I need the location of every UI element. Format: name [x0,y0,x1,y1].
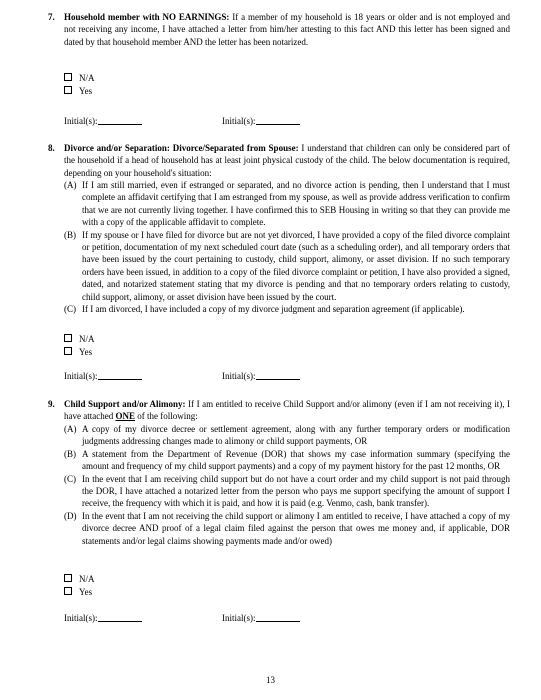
section-8-initial-1[interactable]: Initial(s): [64,370,142,382]
section-7-option-na[interactable]: N/A [64,72,95,84]
section-8-option-na[interactable]: N/A [64,333,95,345]
section-9-emphasis: ONE [115,411,135,422]
section-9-initial-2[interactable]: Initial(s): [222,612,300,624]
section-9-heading: Child Support and/or Alimony: [64,399,186,409]
list-item: (D) In the event that I am not receiving the child support or alimony I am entitled to receive, I have attached a copy of my divorce decree AND proof of a legal claim filed against the person that owes me money and, if applicable, DOR statements and/or legal claims showing payments made and/or owed) [64,510,510,546]
section-8-heading: Divorce and/or Separation: Divorce/Separated from Spouse: [64,143,299,153]
checkbox-icon[interactable] [64,334,72,342]
section-9-option-na[interactable]: N/A [64,573,95,585]
list-item: (A) A copy of my divorce decree or settlement agreement, along with any further temporary orders or modification judgments addressing changes made to alimony or child support payments, OR [64,424,510,447]
checkbox-icon[interactable] [64,574,72,582]
initial-line[interactable] [256,379,300,380]
list-item: (C) In the event that I am receiving child support but do not have a court order and my child support is not paid through the DOR, I have attached a notarized letter from the person who pays me support specifying the amount of support I receive, the frequency with which it is paid, and how it is paid (e.g. Venmo, cash, bank transfer). [64,473,510,509]
section-7-initial-1[interactable]: Initial(s): [64,115,142,127]
section-7-body: If a member of my household is 18 years or older and is not employed and not receiving any income, I have attached a letter from him/her attesting to this fact AND this letter has been signed and dated by that household member AND the letter has been notarized. [64,12,511,47]
section-9-text: Child Support and/or Alimony: If I am entitled to receive Child Support and/or alimony (even if I am not receiving it), I have attached ONE of the following: [64,399,510,422]
section-9-items [64,423,510,547]
section-9-initial-1[interactable]: Initial(s): [64,612,142,624]
section-7-option-yes[interactable]: Yes [64,85,92,97]
initial-line[interactable] [98,379,142,380]
section-8-text [64,142,510,179]
initial-line[interactable] [98,124,142,125]
checkbox-icon[interactable] [64,347,72,355]
section-8-number: 8. [48,143,55,153]
checkbox-icon[interactable] [64,86,72,94]
section-7-heading: Household member with NO EARNINGS: [64,12,230,22]
section-8-option-yes[interactable]: Yes [64,346,92,358]
list-item: (B) A statement from the Department of Revenue (DOR) that shows my case information summary (specifying the amount and frequency of my child support payments) and a copy of my payment history for the past 12 months, OR [64,448,510,472]
section-7-initial-2[interactable]: Initial(s): [222,115,300,127]
section-7-number: 7. [48,12,55,22]
section-9-option-yes[interactable]: Yes [64,586,92,598]
checkbox-icon[interactable] [64,73,72,81]
list-item: (C) If I am divorced, I have included a copy of my divorce judgment and separation agreement (if applicable). [64,304,465,315]
section-9-number: 9. [48,399,55,409]
section-8-items [64,179,510,315]
page-number: 13 [266,675,275,685]
list-item: (A) If I am still married, even if estranged or separated, and no divorce action is pending, then I understand that I must complete an affidavit certifying that I am estranged from my spouse, as well as provide address verification to confirm that we are not currently living together. I have confirmed this to SEB Housing in writing so that they can provide me with a copy of the applicable affidavit to complete. [64,180,510,228]
list-item: (B) If my spouse or I have filed for divorce but are not yet divorced, I have provided a copy of the filed divorce complaint or petition, documentation of my next scheduled court date (such as a scheduling order), and all temporary orders that have been issued by the court pertaining to custody, child support, alimony, or asset division. If no such temporary orders have been issued, in addition to a copy of the filed divorce complaint or petition, I have also provided a signed, dated, and notarized statement stating that my divorce is pending and that no temporary orders relating to custody, child support, alimony, or asset division have been issued by the court. [64,229,510,302]
checkbox-icon[interactable] [64,587,72,595]
initial-line[interactable] [98,621,142,622]
section-8-initial-2[interactable]: Initial(s): [222,370,300,382]
initial-line[interactable] [256,124,300,125]
initial-line[interactable] [256,621,300,622]
section-7-text [64,11,510,48]
section-8-body: I understand that children can only be considered part of the household if a head of household has at least joint physical custody of the child. The below documentation is required, depending on your household's situation: [64,143,510,178]
